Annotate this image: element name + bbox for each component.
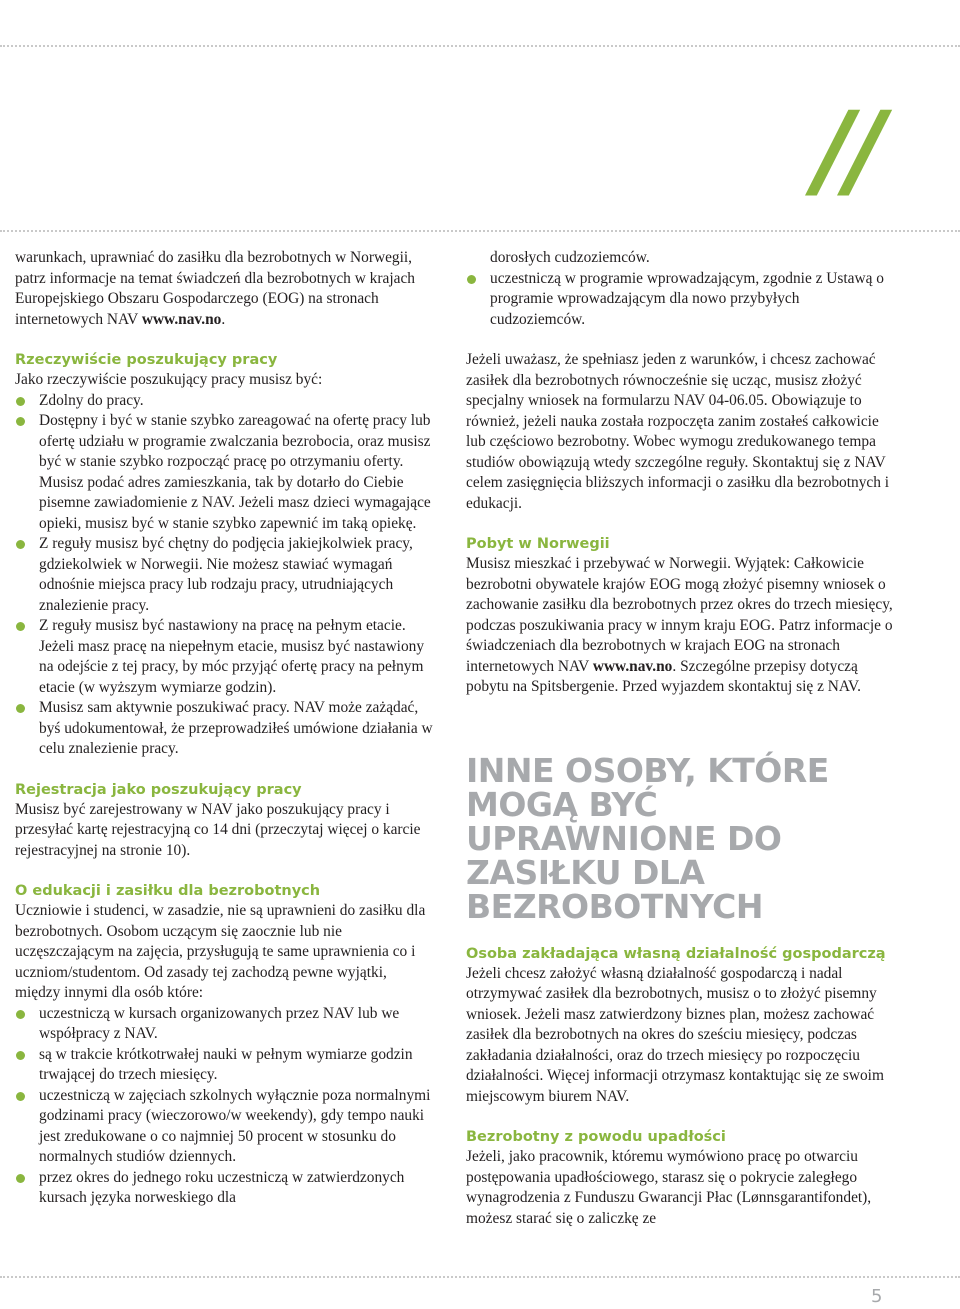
- stay-in-norway-text: Musisz mieszkać i przebywać w Norwegii. Wyjątek: Całkowicie bezrobotni obywatele krajów EOG mogą złożyć pisemny wniosek o zachowanie zasiłku dla bezrobotnych przez okres do trzech miesięcy, podczas poszukiwania pracy w innym kraju EOG. Patrz informacje o świadczeniach dla bezrobotnych w krajach EOG na stronach internetowych NAV www.nav.no. Szczególne przepisy dotyczą pobytu na Spitsbergenie. Przed wyjazdem skontaktuj się z NAV.: [466, 555, 893, 695]
- decorative-slashes: //: [815, 89, 879, 211]
- heading-job-seeker: Rzeczywiście poszukujący pracy: [15, 352, 278, 368]
- heading-own-business: Osoba zakładająca własną działalność gospodarczą: [466, 945, 886, 962]
- registration-text: Musisz być zarejestrowany w NAV jako poszukujący pracy i przesyłać kartę rejestracyjną co 14 dni (przeczytaj więcej o karcie rejestracyjnej na stronie 10).: [15, 800, 421, 859]
- top-dotted-rule: [0, 45, 960, 47]
- list-item: uczestniczą w zajęciach szkolnych wyłącznie poza normalnymi godzinami pracy (wieczorowo/w weekendy), gdy tempo nauki jest zredukowane o co najmniej 50 procent w stosunku do normalnych studiów dziennych.: [15, 1086, 435, 1168]
- list-item: Musisz sam aktywnie poszukiwać pracy. NAV może zażądać, byś udokumentował, że przeprowadziłeś umówione działania w celu znalezienie pracy.: [15, 698, 435, 760]
- right-column: [466, 248, 896, 1229]
- bottom-dotted-rule: [0, 1276, 960, 1278]
- continued-list-text: dorosłych cudzoziemców.: [490, 249, 650, 266]
- education-application-paragraph: Jeżeli uważasz, że spełniasz jeden z warunków, i chcesz zachować zasiłek dla bezrobotnych równocześnie się ucząc, musisz złożyć specjalny wniosek na formularzu NAV 04-06.05. Obowiązuje to również, jeżeli nauka została rozpoczęta zanim zostałeś całkowicie lub częściowo bezrobotny. Wobec wymogu zredukowanego tempa studiów obowiązują wtedy szczególne reguły. Skontaktuj się z NAV celem zasięgnięcia bliższych informacji o zasiłku dla bezrobotnych i edukacji.: [466, 351, 890, 512]
- nav-link[interactable]: www.nav.no: [141, 310, 222, 328]
- job-seeker-list: [15, 391, 435, 760]
- heading-registration: Rejestracja jako poszukujący pracy: [15, 781, 302, 798]
- page-number: 5: [871, 1286, 883, 1307]
- continued-list: [466, 269, 896, 331]
- list-item: Zdolny do pracy.: [15, 391, 435, 412]
- education-exceptions-list: [15, 1004, 435, 1209]
- bankruptcy-text: Jeżeli, jako pracownik, któremu wymówiono pracę po otwarciu postępowania upadłościowego, starasz się o pokrycie zaległego wynagrodzenia z Funduszu Gwarancji Płac (Lønnsgarantifondet), możesz starać się o zaliczkę ze: [466, 1148, 872, 1227]
- heading-education: O edukacji i zasiłku dla bezrobotnych: [15, 883, 321, 899]
- education-text: Uczniowie i studenci, w zasadzie, nie są uprawnieni do zasiłku dla bezrobotnych. Osobom uczącym się zaocznie lub nie uczęszczającym na zajęcia, przysługują te same uprawnienia co i uczniom/studentom. Od zasady tej zachodzą pewne wyjątki, między innymi dla osób które:: [15, 902, 426, 1001]
- nav-link[interactable]: www.nav.no: [592, 657, 673, 675]
- heading-bankruptcy: Bezrobotny z powodu upadłości: [466, 1129, 726, 1145]
- list-item: są w trakcie krótkotrwałej nauki w pełnym wymiarze godzin trwającej do trzech miesięcy.: [15, 1045, 435, 1086]
- intro-paragraph: warunkach, uprawniać do zasiłku dla bezrobotnych w Norwegii, patrz informacje na temat świadczeń dla bezrobotnych w krajach Europejskiego Obszaru Gospodarczego (EOG) na stronach internetowych NAV www.nav.no.: [15, 249, 415, 328]
- list-item: Z reguły musisz być nastawiony na pracę na pełnym etacie. Jeżeli masz pracę na niepełnym etacie, musisz być nastawiony na odejście z tej pracy, by móc przyjąć ofertę pracy na pełnym etacie (w wyższym wymiarze godzin).: [15, 616, 435, 698]
- heading-stay-in-norway: Pobyt w Norwegii: [466, 536, 610, 552]
- list-item: Z reguły musisz być chętny do podjęcia jakiejkolwiek pracy, gdziekolwiek w Norwegii. Nie możesz stawiać wymagań odnośnie miejsca pracy lub rodzaju pracy, utrudniających znalezienie pracy.: [15, 534, 435, 616]
- list-item: Dostępny i być w stanie szybko zareagować na ofertę pracy lub ofertę udziału w programie zwalczania bezrobocia, oraz musisz być w stanie szybko rozpocząć pracę po otrzymaniu oferty. Musisz podać adres zamieszkania, tak by dotarło do Ciebie pisemne zawiadomienie z NAV. Jeżeli masz dzieci wymagające opieki, musisz być w stanie szybko zapewnić im taką opiekę.: [15, 411, 435, 534]
- own-business-text: Jeżeli chcesz założyć własną działalność gospodarczą i nadal otrzymywać zasiłek dla bezrobotnych, musisz o to złożyć pisemny wniosek. Jeżeli masz zatwierdzony biznes plan, możesz zachować zasiłek dla bezrobotnych na okres do sześciu miesięcy, podczas zakładania działalności, oraz do trzech miesięcy po rozpoczęciu działalności. Więcej informacji otrzymasz kontaktując się ze swoim miejscowym biurem NAV.: [466, 964, 884, 1105]
- list-item: przez okres do jednego roku uczestniczą w zatwierdzonych kursach języka norweskiego dla: [15, 1168, 435, 1209]
- left-column: [15, 248, 435, 1209]
- list-item: uczestniczą w kursach organizowanych przez NAV lub we współpracy z NAV.: [15, 1004, 435, 1045]
- list-item: uczestniczą w programie wprowadzającym, zgodnie z Ustawą o programie wprowadzającym dla nowo przybyłych cudzoziemców.: [466, 269, 896, 331]
- section-dotted-rule: [0, 230, 960, 232]
- section-title-other-persons: INNE OSOBY, KTÓRE MOGĄ BYĆ UPRAWNIONE DO ZASIŁKU DLA BEZROBOTNYCH: [466, 750, 829, 926]
- job-seeker-intro: Jako rzeczywiście poszukujący pracy musisz być:: [15, 371, 323, 388]
